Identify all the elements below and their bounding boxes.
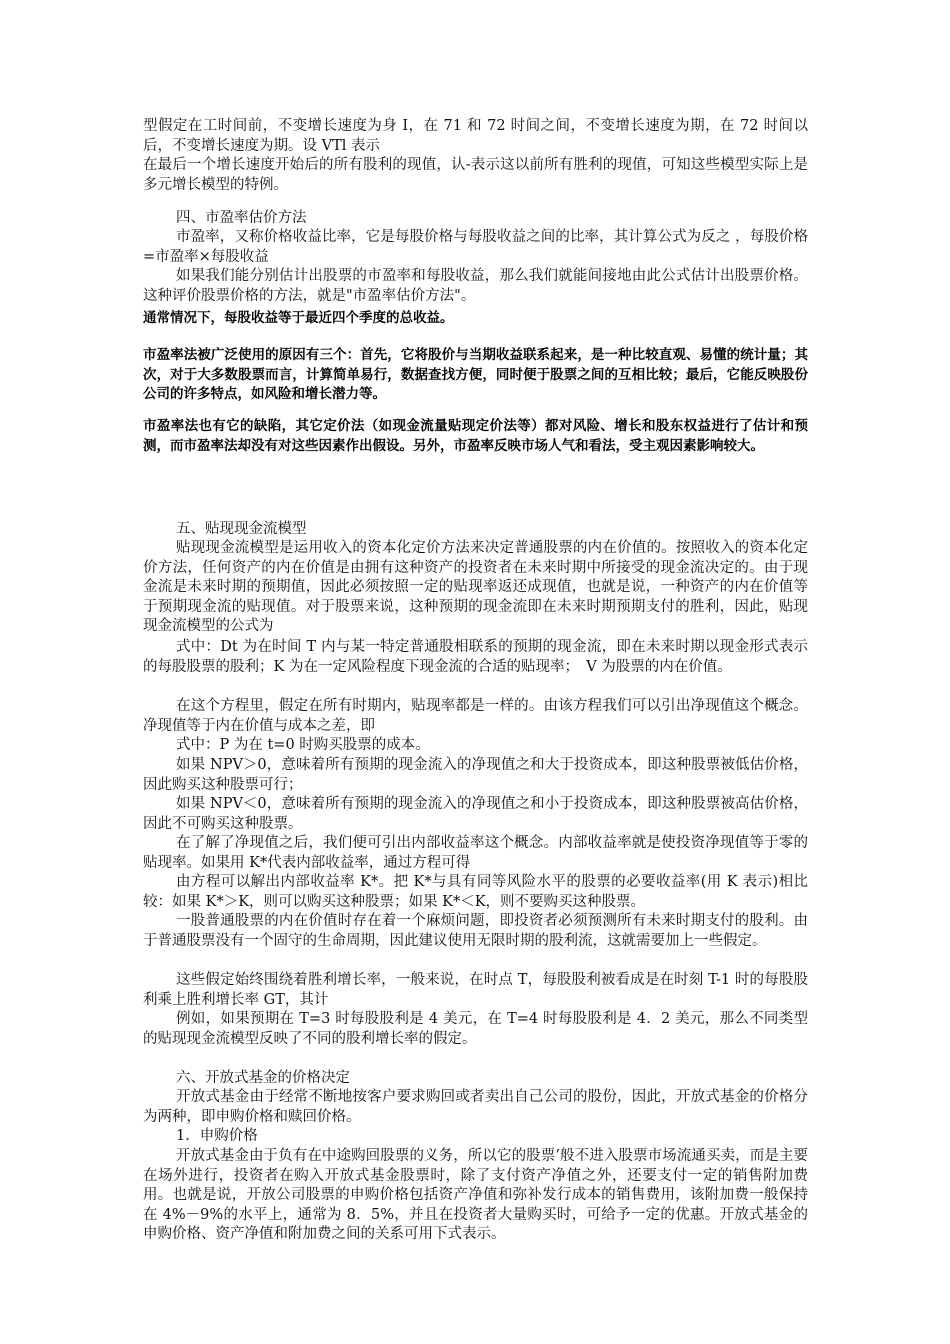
section-5-paragraph-4: 式中：P 为在 t=0 时购买股票的成本。 (176, 737, 430, 753)
section-4-bold-paragraph-2: 市盈率法被广泛使用的原因有三个：首先，它将股价与当期收益联系起来，是一种比较直观、易懂的统计量；其次，对于大多数股票而言，计算简单易行，数据查找方便，同时便于股票之间的互相比较；最后，它能反映股份公司的许多特点，如风险和增长潜力等。 (143, 347, 808, 403)
section-5-paragraph-1: 贴现现金流模型是运用收入的资本化定价方法来决定普通股票的内在价值的。按照收入的资本化定价方法，任何资产的内在价值是由拥有这种资产的投资者在未来时期中所接受的现金流决定的。由于现金流是未来时期的预期值，因此必须按照一定的贴现率返还成现值，也就是说，一种资产的内在价值等于预期现金流的贴现值。对于股票来说，这种预期的现金流即在未来时期预期支付的胜利，因此，贴现现金流模型的公式为 (143, 540, 808, 635)
section-6-paragraph-2: 开放式基金由于负有在中途购回股票的义务，所以它的股票’般不进入股票市场流通买卖，而是主要在场外进行，投资者在购入开放式基金股票时，除了支付资产净值之外，还要支付一定的销售附加费用。也就是说，开放公司股票的申购价格包括资产净值和弥补发行成本的销售费用，该附加费一般保持在 4%－9%的水平上，通常为 8．5%，并且在投资者大量购买时，可给予一定的优惠。开放式基金的申购价格、资产净值和附加费之间的关系可用下式表示。 (143, 1148, 808, 1243)
section-4-bold-paragraph-3: 市盈率法也有它的缺陷，其它定价法（如现金流量贴现定价法等）都对风险、增长和股东权益进行了估计和预测，而市盈率法却没有对这些因素作出假设。另外，市盈率反映市场人气和看法，受主观因素影响较大。 (143, 418, 808, 454)
section-6-paragraph-1: 开放式基金由于经常不断地按客户要求购回或者卖出自己公司的股份，因此，开放式基金的价格分为两种，即申购价格和赎回价格。 (143, 1089, 808, 1125)
section-4-paragraph-2: 如果我们能分别估计出股票的市盈率和每股收益，那么我们就能间接地由此公式估计出股票价格。这种评价股票价格的方法，就是"市盈率估价方法"。 (143, 268, 808, 304)
section-5-paragraph-10: 这些假定始终围绕着胜利增长率，一般来说，在时点 T，每股股利被看成是在时刻 T-1 时的每股股利乘上胜利增长率 GT，其计 (143, 972, 808, 1008)
section-4-paragraph-1: 市盈率，又称价格收益比率，它是每股价格与每股收益之间的比率，其计算公式为反之 ，每股价格=市盈率×每股收益 (143, 229, 808, 265)
intro-paragraph-2: 在最后一个增长速度开始后的所有股利的现值，认-表示这以前所有胜利的现值，可知这些模型实际上是多元增长模型的特例。 (143, 157, 808, 193)
section-5-paragraph-5: 如果 NPV＞0，意味着所有预期的现金流入的净现值之和大于投资成本，即这种股票被低估价格，因此购买这种股票可行； (143, 757, 808, 793)
section-5-heading: 五、贴现现金流模型 (176, 521, 307, 537)
section-6-heading: 六、开放式基金的价格决定 (176, 1070, 350, 1086)
section-4-heading: 四、市盈率估价方法 (176, 210, 307, 226)
section-5-paragraph-7: 在了解了净现值之后，我们便可引出内部收益率这个概念。内部收益率就是使投资净现值等于零的贴现率。如果用 K*代表内部收益率，通过方程可得 (143, 835, 808, 871)
section-5-paragraph-9: 一股普通股票的内在价值时存在着一个麻烦问题，即投资者必须预测所有未来时期支付的股利。由于普通股票没有一个固守的生命周期，因此建议使用无限时期的股利流，这就需要加上一些假定。 (143, 913, 808, 949)
section-6-subheading-1: 1．申购价格 (176, 1128, 258, 1144)
intro-paragraph-1: 型假定在工时间前，不变增长速度为身 I，在 71 和 72 时间之间，不变增长速度为期，在 72 时间以后，不变增长速度为期。设 VTl 表示 (143, 118, 808, 154)
section-5-paragraph-11: 例如，如果预期在 T=3 时每股股利是 4 美元，在 T=4 时每股股利是 4．2 美元，那么不同类型的贴现现金流模型反映了不同的股利增长率的假定。 (143, 1011, 808, 1047)
section-4-bold-paragraph-1: 通常情况下，每股收益等于最近四个季度的总收益。 (143, 310, 454, 326)
section-5-paragraph-2: 式中：Dt 为在时间 T 内与某一特定普通股相联系的预期的现金流，即在未来时期以现金形式表示的每股股票的股利；K 为在一定风险程度下现金流的合适的贴现率； V 为股票的内在价值。 (143, 639, 808, 675)
section-5-paragraph-8: 由方程可以解出内部收益率 K*。把 K*与具有同等风险水平的股票的必要收益率(用 K 表示)相比较：如果 K*＞K，则可以购买这种股票；如果 K*＜K，则不要购买这种股票。 (143, 874, 808, 910)
section-5-paragraph-6: 如果 NPV＜0，意味着所有预期的现金流入的净现值之和小于投资成本，即这种股票被高估价格，因此不可购买这种股票。 (143, 796, 808, 832)
section-5-paragraph-3: 在这个方程里，假定在所有时期内，贴现率都是一样的。由该方程我们可以引出净现值这个概念。净现值等于内在价值与成本之差，即 (143, 698, 808, 734)
